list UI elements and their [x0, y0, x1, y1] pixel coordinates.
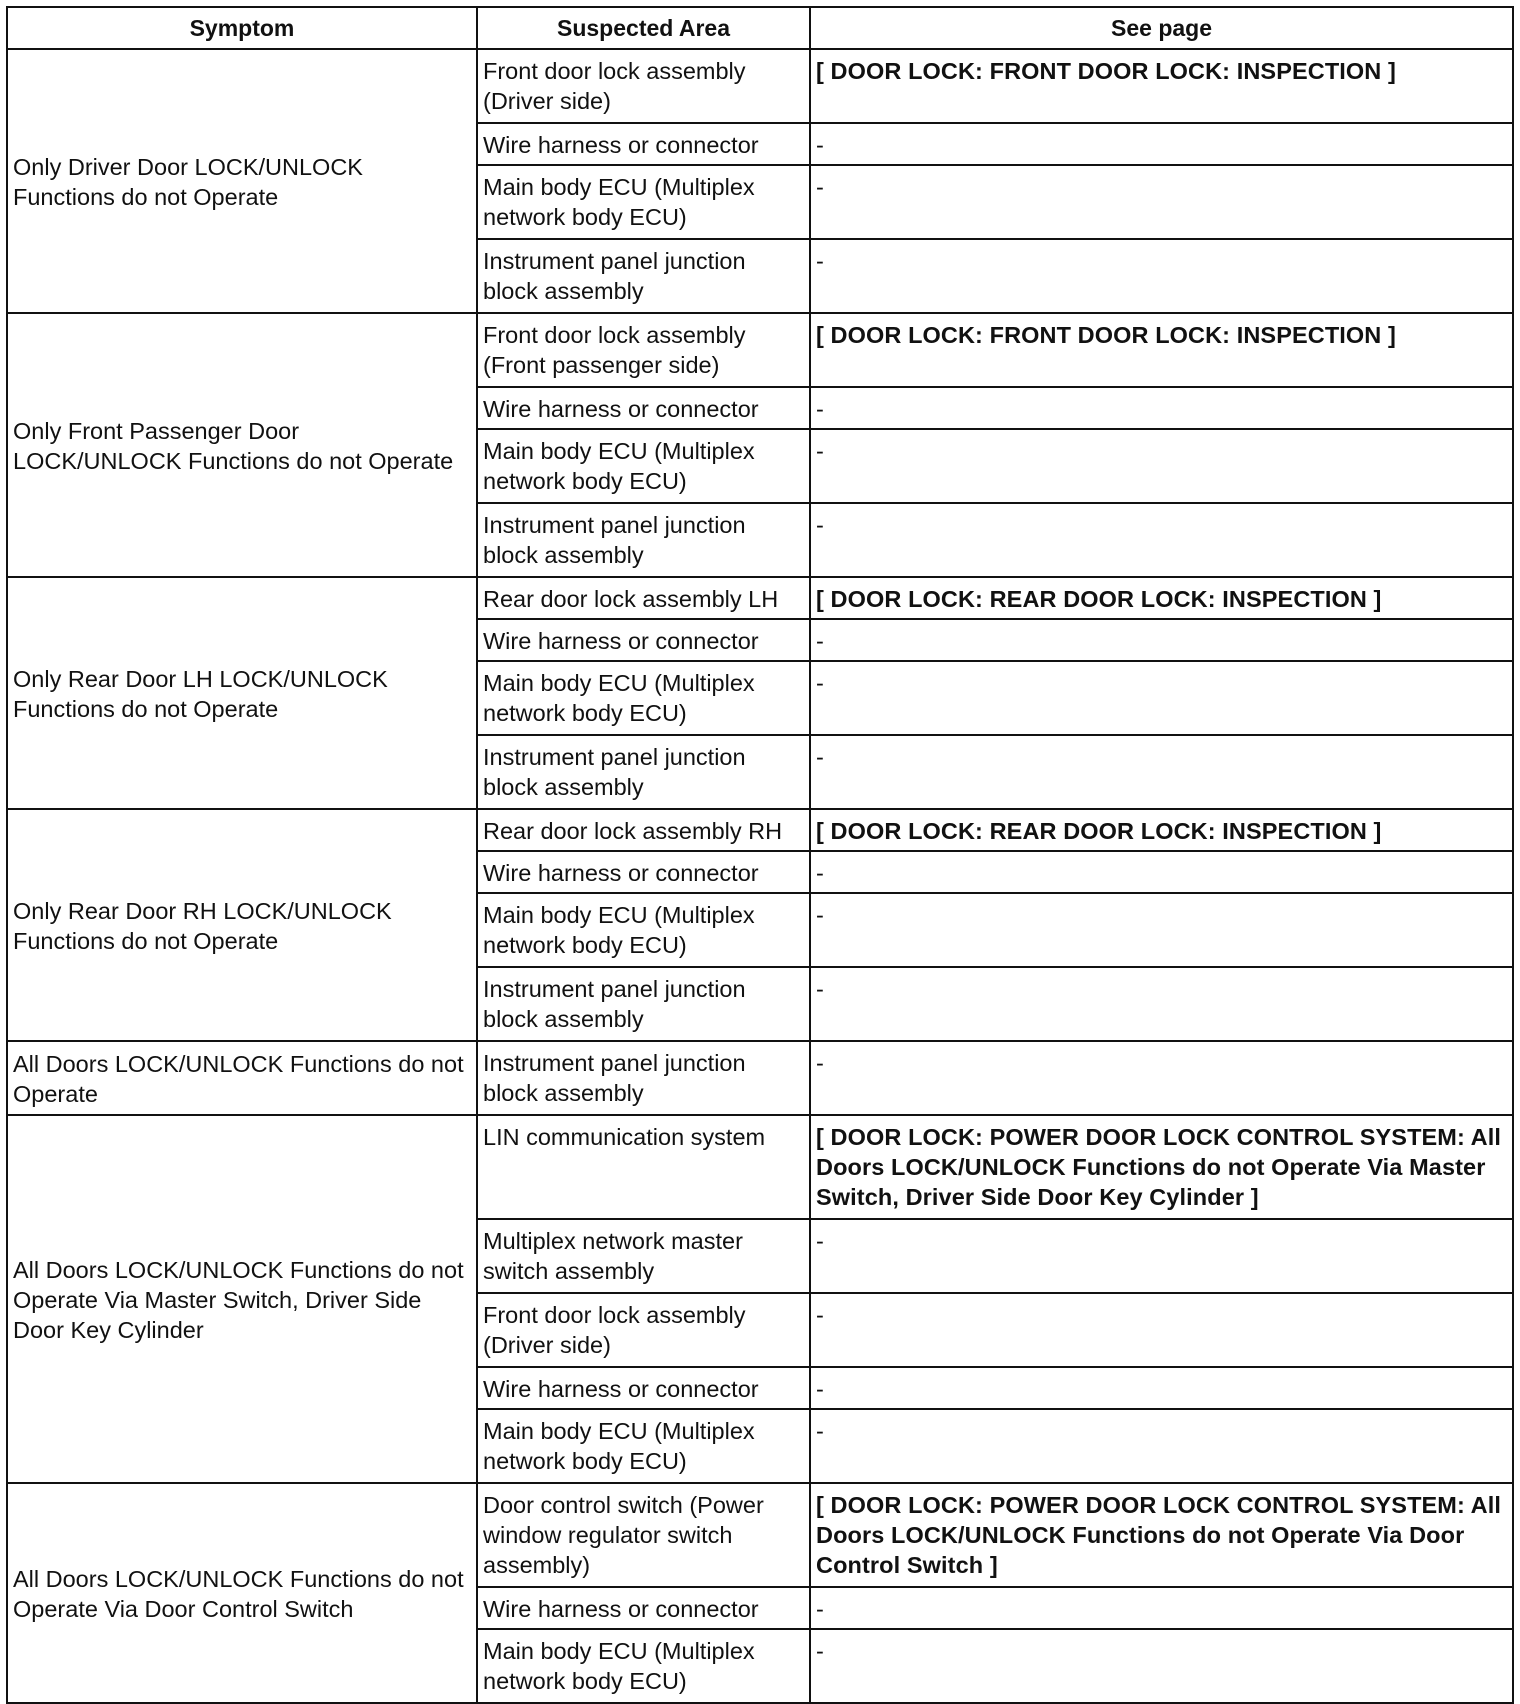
suspected-area-cell: Front door lock assembly (Driver side) [477, 1293, 810, 1367]
suspected-area-cell: Main body ECU (Multiplex network body ECU) [477, 1409, 810, 1483]
symptom-cell: All Doors LOCK/UNLOCK Functions do not Operate Via Master Switch, Driver Side Door Key Cylinder [7, 1115, 477, 1483]
see-page-cell: - [810, 1587, 1513, 1629]
suspected-area-cell: Wire harness or connector [477, 619, 810, 661]
see-page-cell: - [810, 661, 1513, 735]
see-page-cell: - [810, 1409, 1513, 1483]
see-page-link[interactable]: [ DOOR LOCK: REAR DOOR LOCK: INSPECTION ] [810, 809, 1513, 851]
see-page-cell: - [810, 429, 1513, 503]
table-row [7, 1115, 1513, 1219]
see-page-cell: - [810, 123, 1513, 165]
document-page [6, 6, 1512, 1704]
see-page-cell: - [810, 165, 1513, 239]
see-page-cell: - [810, 1367, 1513, 1409]
suspected-area-cell: Instrument panel junction block assembly [477, 239, 810, 313]
table-body [7, 49, 1513, 1703]
see-page-cell: - [810, 503, 1513, 577]
see-page-cell: - [810, 1293, 1513, 1367]
suspected-area-cell: Instrument panel junction block assembly [477, 503, 810, 577]
symptom-cell: Only Rear Door LH LOCK/UNLOCK Functions do not Operate [7, 577, 477, 809]
symptom-cell: Only Rear Door RH LOCK/UNLOCK Functions do not Operate [7, 809, 477, 1041]
suspected-area-cell: Wire harness or connector [477, 387, 810, 429]
header-row [7, 7, 1513, 49]
table-row [7, 809, 1513, 851]
see-page-link[interactable]: [ DOOR LOCK: POWER DOOR LOCK CONTROL SYSTEM: All Doors LOCK/UNLOCK Functions do not Operate Via Master Switch, Driver Side Door Key Cylinder ] [810, 1115, 1513, 1219]
suspected-area-cell: Rear door lock assembly RH [477, 809, 810, 851]
suspected-area-cell: Wire harness or connector [477, 851, 810, 893]
table-row [7, 49, 1513, 123]
suspected-area-cell: Main body ECU (Multiplex network body ECU) [477, 661, 810, 735]
suspected-area-cell: Wire harness or connector [477, 1587, 810, 1629]
suspected-area-cell: Door control switch (Power window regulator switch assembly) [477, 1483, 810, 1587]
see-page-cell: - [810, 387, 1513, 429]
see-page-cell: - [810, 851, 1513, 893]
suspected-area-cell: Main body ECU (Multiplex network body ECU) [477, 429, 810, 503]
see-page-cell: - [810, 619, 1513, 661]
suspected-area-cell: Instrument panel junction block assembly [477, 1041, 810, 1115]
symptom-cell: Only Driver Door LOCK/UNLOCK Functions do not Operate [7, 49, 477, 313]
see-page-cell: - [810, 1041, 1513, 1115]
symptom-cell: All Doors LOCK/UNLOCK Functions do not Operate Via Door Control Switch [7, 1483, 477, 1703]
table-row [7, 577, 1513, 619]
see-page-cell: - [810, 893, 1513, 967]
header-symptom: Symptom [7, 7, 477, 49]
suspected-area-cell: Instrument panel junction block assembly [477, 735, 810, 809]
suspected-area-cell: LIN communication system [477, 1115, 810, 1219]
see-page-cell: - [810, 1219, 1513, 1293]
table-row [7, 1041, 1513, 1115]
suspected-area-cell: Front door lock assembly (Driver side) [477, 49, 810, 123]
see-page-link[interactable]: [ DOOR LOCK: FRONT DOOR LOCK: INSPECTION ] [810, 313, 1513, 387]
header-suspected-area: Suspected Area [477, 7, 810, 49]
header-see-page: See page [810, 7, 1513, 49]
table-row [7, 313, 1513, 387]
suspected-area-cell: Main body ECU (Multiplex network body ECU) [477, 165, 810, 239]
see-page-link[interactable]: [ DOOR LOCK: FRONT DOOR LOCK: INSPECTION ] [810, 49, 1513, 123]
suspected-area-cell: Wire harness or connector [477, 123, 810, 165]
see-page-link[interactable]: [ DOOR LOCK: POWER DOOR LOCK CONTROL SYSTEM: All Doors LOCK/UNLOCK Functions do not Operate Via Door Control Switch ] [810, 1483, 1513, 1587]
suspected-area-cell: Instrument panel junction block assembly [477, 967, 810, 1041]
symptom-cell: All Doors LOCK/UNLOCK Functions do not Operate [7, 1041, 477, 1115]
suspected-area-cell: Rear door lock assembly LH [477, 577, 810, 619]
suspected-area-cell: Main body ECU (Multiplex network body ECU) [477, 1629, 810, 1703]
suspected-area-cell: Front door lock assembly (Front passenger side) [477, 313, 810, 387]
troubleshooting-table [6, 6, 1514, 1704]
see-page-cell: - [810, 967, 1513, 1041]
see-page-cell: - [810, 735, 1513, 809]
suspected-area-cell: Multiplex network master switch assembly [477, 1219, 810, 1293]
symptom-cell: Only Front Passenger Door LOCK/UNLOCK Functions do not Operate [7, 313, 477, 577]
see-page-cell: - [810, 1629, 1513, 1703]
see-page-cell: - [810, 239, 1513, 313]
suspected-area-cell: Wire harness or connector [477, 1367, 810, 1409]
table-row [7, 1483, 1513, 1587]
see-page-link[interactable]: [ DOOR LOCK: REAR DOOR LOCK: INSPECTION ] [810, 577, 1513, 619]
suspected-area-cell: Main body ECU (Multiplex network body ECU) [477, 893, 810, 967]
